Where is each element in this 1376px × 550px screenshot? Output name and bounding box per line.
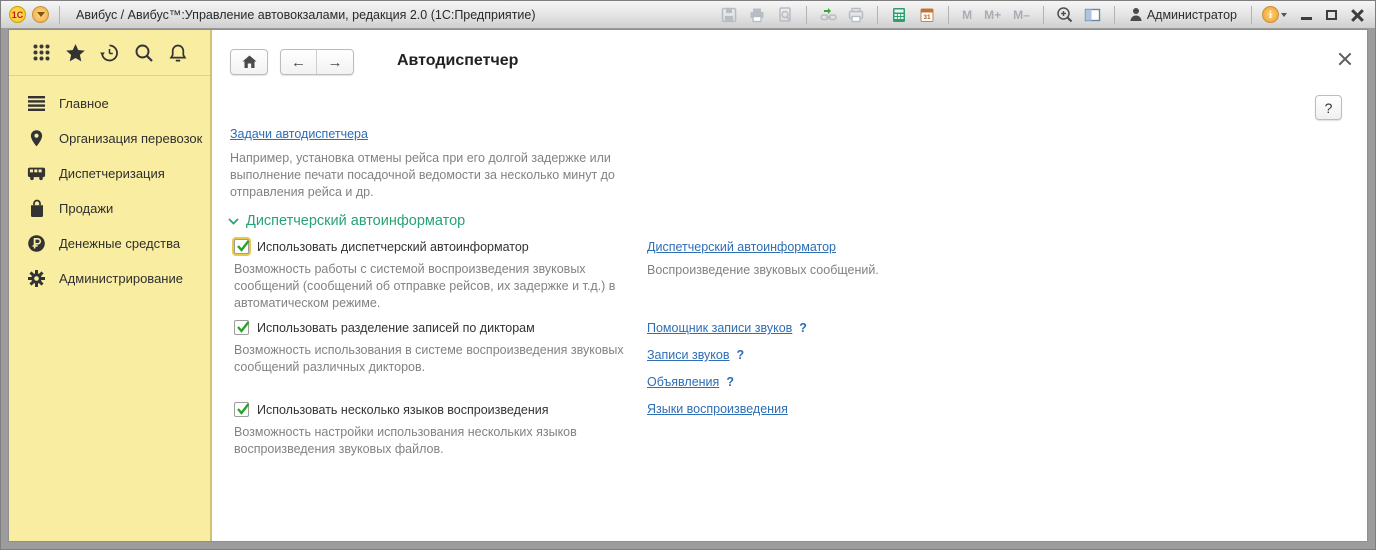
home-icon xyxy=(242,55,257,69)
chevron-down-icon xyxy=(37,12,45,17)
checkbox-description: Возможность настройки использования нескольких языков воспроизведения звуковых файлов. xyxy=(234,425,577,456)
location-pin-icon xyxy=(27,129,46,148)
main-menu-button[interactable] xyxy=(32,6,49,23)
sound-recording-assistant-link[interactable]: Помощник записи звуков xyxy=(647,321,793,335)
checkbox-row-split-by-speakers xyxy=(234,320,535,335)
history-clock-icon xyxy=(99,43,120,63)
close-panel-button[interactable] xyxy=(1338,52,1351,65)
checkbox-description: Возможность работы с системой воспроизведения звуковых сообщений (сообщений об отправке рейсов, их задержке и т.д.) в автоматическом режиме. xyxy=(234,262,616,310)
sidebar-item-label: Организация перевозок xyxy=(59,131,203,146)
sidebar-item-label: Денежные средства xyxy=(59,236,181,251)
all-functions-button[interactable] xyxy=(29,41,53,65)
divider xyxy=(1043,6,1044,24)
current-user[interactable] xyxy=(1125,7,1241,22)
gear-icon xyxy=(27,269,46,288)
home-button[interactable] xyxy=(230,49,268,75)
ruble-coin-icon xyxy=(27,234,46,253)
magnifier-plus-icon xyxy=(1056,6,1073,23)
divider xyxy=(59,6,60,24)
link-icon xyxy=(820,7,837,23)
playback-languages-link[interactable]: Языки воспроизведения xyxy=(647,402,788,416)
link-row xyxy=(647,321,807,335)
divider xyxy=(806,6,807,24)
announcements-link[interactable]: Объявления xyxy=(647,375,720,389)
checkbox-row-multiple-languages xyxy=(234,402,548,417)
user-icon xyxy=(1129,7,1143,22)
history-button[interactable] xyxy=(98,41,122,65)
maximize-button[interactable] xyxy=(1326,10,1337,20)
sidebar-item-label: Администрирование xyxy=(59,271,183,286)
sidebar-item-main[interactable] xyxy=(9,86,210,121)
sidebar-toolbar xyxy=(9,30,210,76)
autoinformer-link[interactable]: Диспетчерский автоинформатор xyxy=(647,240,836,254)
split-view-button[interactable] xyxy=(1082,4,1104,26)
app-body xyxy=(8,29,1368,542)
help-question-icon[interactable]: ? xyxy=(799,321,807,335)
help-button[interactable]: ? xyxy=(1315,95,1342,120)
sidebar-menu xyxy=(9,76,210,296)
zoom-button[interactable] xyxy=(1054,4,1076,26)
search-button[interactable] xyxy=(132,41,156,65)
checkmark-icon xyxy=(235,238,251,254)
printer-alt-icon xyxy=(848,7,864,23)
calculator-icon xyxy=(891,7,907,23)
checkbox-label[interactable]: Использовать диспетчерский автоинформатор xyxy=(257,239,529,254)
tasks-description: Например, установка отмены рейса при его долгой задержке или выполнение печати посадочной ведомости за несколько минут до отправления рейса и др. xyxy=(230,151,615,199)
memory-m-minus-button[interactable]: M– xyxy=(1013,7,1030,22)
autoinformer-description: Воспроизведение звуковых сообщений. xyxy=(647,263,879,277)
content-panel xyxy=(212,30,1367,541)
help-question-icon[interactable]: ? xyxy=(726,375,734,389)
print-document-button[interactable] xyxy=(845,4,867,26)
print-preview-icon xyxy=(777,7,793,23)
split-by-speakers-checkbox[interactable] xyxy=(234,320,249,335)
history-nav xyxy=(280,49,354,75)
back-button[interactable]: ← xyxy=(281,50,317,74)
memory-m-button[interactable]: M xyxy=(962,7,973,22)
save-icon xyxy=(721,7,737,23)
divider xyxy=(1251,6,1252,24)
link-row xyxy=(647,375,734,389)
close-window-button[interactable] xyxy=(1351,9,1363,21)
sidebar-item-label: Продажи xyxy=(59,201,114,216)
checkbox-label[interactable]: Использовать несколько языков воспроизведения xyxy=(257,402,549,417)
info-icon: i xyxy=(1262,6,1279,23)
multiple-languages-checkbox[interactable] xyxy=(234,402,249,417)
divider xyxy=(877,6,878,24)
help-question-icon[interactable]: ? xyxy=(736,348,745,362)
sidebar-item-transport-organization[interactable] xyxy=(9,121,210,156)
calendar-icon xyxy=(919,7,935,23)
search-icon xyxy=(134,43,154,63)
sidebar-item-administration[interactable] xyxy=(9,261,210,296)
print-icon xyxy=(749,7,765,23)
link-row xyxy=(647,402,788,416)
checkbox-description: Возможность использования в системе воспроизведения звуковых сообщений различных дикторов. xyxy=(234,343,624,374)
sidebar-item-label: Главное xyxy=(59,96,109,111)
sidebar xyxy=(9,30,212,541)
save-button[interactable] xyxy=(718,4,740,26)
checkmark-icon xyxy=(235,401,251,417)
sidebar-item-dispatching[interactable] xyxy=(9,156,210,191)
divider xyxy=(1114,6,1115,24)
autodispatcher-tasks-link[interactable]: Задачи автодиспетчера xyxy=(230,127,368,141)
calculator-button[interactable] xyxy=(888,4,910,26)
grid-icon xyxy=(32,43,51,62)
sidebar-item-label: Диспетчеризация xyxy=(59,166,165,181)
window-controls xyxy=(1301,9,1367,21)
star-icon xyxy=(65,43,86,63)
get-link-button[interactable] xyxy=(817,4,839,26)
checkmark-icon xyxy=(235,319,251,335)
window-title: Авибус / Авибус™:Управление автовокзалами, редакция 2.0 (1С:Предприятие) xyxy=(76,7,536,22)
notifications-button[interactable] xyxy=(166,41,190,65)
sound-records-link[interactable]: Записи звуков xyxy=(647,348,730,362)
svg-text:31: 31 xyxy=(923,13,931,21)
memory-m-plus-button[interactable]: M+ xyxy=(984,7,1002,22)
calendar-button[interactable] xyxy=(916,4,938,26)
section-header-autoinformer[interactable] xyxy=(228,213,465,229)
section-title: Диспетчерский автоинформатор xyxy=(246,213,466,229)
user-name: Администратор xyxy=(1146,7,1237,22)
chevron-down-icon xyxy=(228,218,239,225)
titlebar xyxy=(1,1,1375,29)
divider xyxy=(948,6,949,24)
bell-icon xyxy=(168,43,188,63)
1c-logo-icon: 1С xyxy=(9,6,26,23)
use-autoinformer-checkbox[interactable] xyxy=(234,239,249,254)
page-title: Автодиспетчер xyxy=(397,52,519,69)
columns-icon xyxy=(1084,7,1101,23)
print-preview-button[interactable] xyxy=(774,4,796,26)
forward-button[interactable]: → xyxy=(327,53,343,71)
sidebar-item-money[interactable] xyxy=(9,226,210,261)
navigation-buttons xyxy=(230,49,354,75)
minimize-button[interactable] xyxy=(1301,17,1312,20)
chevron-down-icon xyxy=(1281,13,1287,17)
favorites-button[interactable] xyxy=(63,41,87,65)
bus-icon xyxy=(27,164,46,183)
link-row xyxy=(647,348,744,362)
hamburger-icon xyxy=(27,94,46,113)
checkbox-label[interactable]: Использовать разделение записей по дикторам xyxy=(257,320,535,335)
shopping-bag-icon xyxy=(27,199,46,218)
service-info-button[interactable] xyxy=(1262,4,1287,26)
sidebar-item-sales[interactable] xyxy=(9,191,210,226)
checkbox-row-use-autoinformer xyxy=(234,239,529,254)
print-button[interactable] xyxy=(746,4,768,26)
